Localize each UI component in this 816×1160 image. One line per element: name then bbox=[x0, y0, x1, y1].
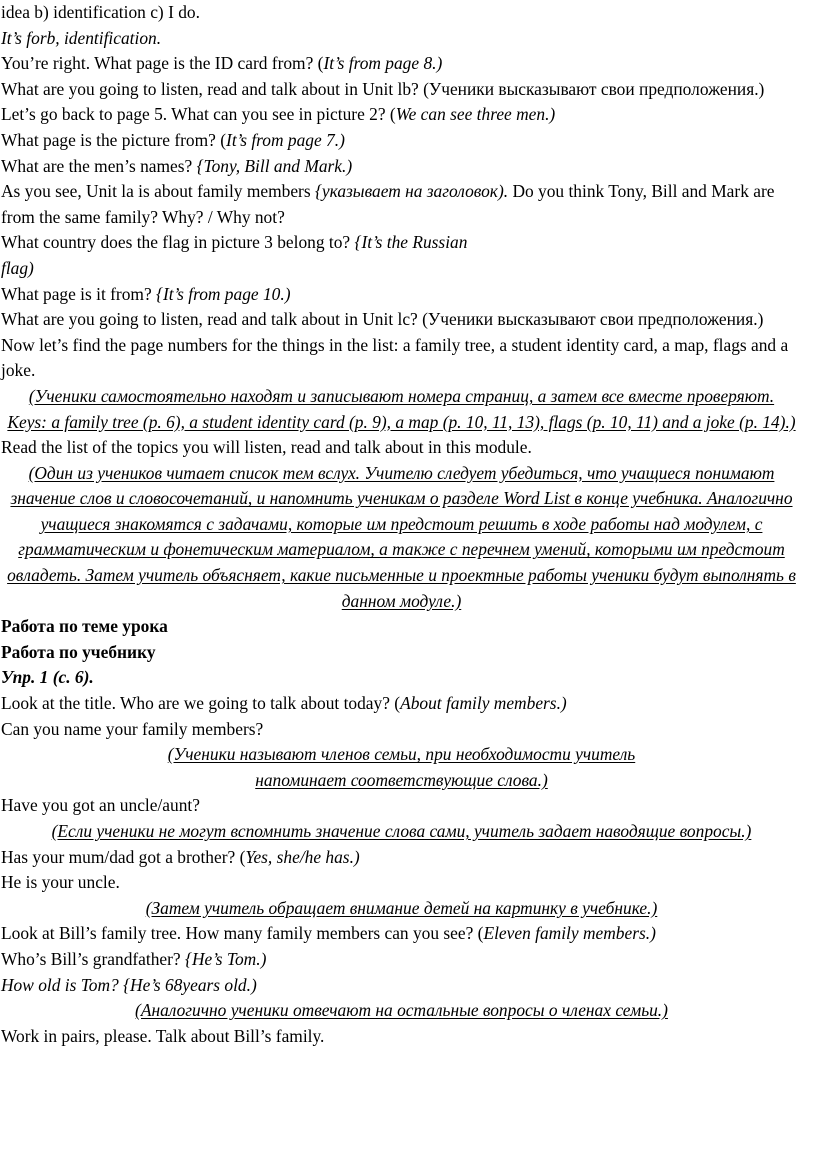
answer: We can see three men.) bbox=[395, 104, 556, 125]
text-line: How old is Tom? {He’s 68years old.) bbox=[1, 974, 257, 995]
answer: It’s from page 7.) bbox=[226, 129, 345, 150]
teacher-note: (Один из учеников читает список тем вслух. Учителю следует убедиться, что учащиеся понимают значение слов и словосочетаний, и напомнить ученикам о разделе Word List в конце учебника. Аналогично учащиеся знакомятся с задачами, которые им предстоит решить в ходе работы над модулем, с грамматическим и фонетическим материалом, а также с перечнем умений, которыми им предстоит овладеть. Затем учитель объясняет, какие письменные и проектные работы ученики будут выполнять в данном модуле.) bbox=[7, 462, 796, 611]
answer: {Tony, Bill and Mark.) bbox=[196, 155, 353, 176]
teacher-note: (Затем учитель обращает внимание детей на картинку в учебнике.) bbox=[145, 897, 658, 918]
text-line: Now let’s find the page numbers for the things in the list: a family tree, a student identity card, a map, flags and a joke. bbox=[1, 334, 789, 381]
question: What page is the picture from? ( bbox=[1, 129, 227, 150]
text-line bbox=[1, 282, 802, 308]
exercise-heading: Упр. 1 (с. 6). bbox=[1, 667, 94, 688]
text-line: idea b) identification c) I do. bbox=[1, 2, 200, 22]
text-line bbox=[1, 230, 802, 256]
text-line: What are you going to listen, read and talk about in Unit lb? (Ученики высказывают свои предположения.) bbox=[1, 78, 765, 99]
answer-keys: Keys: a family tree (p. 6), a student identity card (p. 9), a map (p. 10, 11, 13), flags (p. 10, 11) and a joke (p. 14).) bbox=[7, 411, 796, 432]
answer: {It’s the Russian bbox=[354, 232, 468, 253]
teacher-note: (Ученики называют членов семьи, при необходимости учитель bbox=[167, 744, 636, 765]
text-line bbox=[1, 102, 802, 128]
question: Has your mum/dad got a brother? ( bbox=[1, 846, 246, 867]
question: Look at the title. Who are we going to talk about today? ( bbox=[1, 693, 401, 714]
question: Look at Bill’s family tree. How many family members can you see? ( bbox=[1, 923, 484, 944]
text-line: Have you got an uncle/aunt? bbox=[1, 795, 200, 816]
answer: About family members.) bbox=[400, 693, 567, 714]
teacher-note: напоминает соответствующие слова.) bbox=[255, 769, 548, 790]
teacher-note: (Если ученики не могут вспомнить значение слова сами, учитель задает наводящие вопросы.) bbox=[51, 821, 752, 841]
text-line bbox=[1, 179, 802, 230]
text-line: He is your uncle. bbox=[1, 872, 120, 893]
text-line bbox=[1, 51, 802, 77]
answer: Eleven family members.) bbox=[483, 923, 656, 944]
question: What page is it from? bbox=[1, 283, 157, 304]
text-line: It’s forb, identification. bbox=[1, 27, 162, 48]
section-heading: Работа по учебнику bbox=[1, 641, 156, 662]
text-line: Work in pairs, please. Talk about Bill’s family. bbox=[1, 1025, 325, 1046]
question: What country does the flag in picture 3 belong to? bbox=[1, 232, 355, 253]
answer: {It’s from page 10.) bbox=[156, 283, 291, 304]
question: Do you think Tony, Bill and Mark are from the same family? Why? / Why not? bbox=[1, 181, 775, 227]
answer: It’s from page 8.) bbox=[323, 53, 443, 74]
question: You’re right. What page is the ID card from? ( bbox=[1, 53, 324, 74]
question: Let’s go back to page 5. What can you see in picture 2? ( bbox=[1, 104, 396, 125]
text-line: Read the list of the topics you will listen, read and talk about in this module. bbox=[1, 437, 532, 458]
text-line bbox=[1, 921, 802, 947]
teacher-note: (Аналогично ученики отвечают на остальные вопросы о членах семьи.) bbox=[135, 1000, 668, 1021]
remark: {указывает на заголовок). bbox=[314, 181, 509, 202]
text-line bbox=[1, 947, 802, 973]
text-line: Can you name your family members? bbox=[1, 718, 264, 739]
text-line bbox=[1, 845, 802, 871]
question: What are the men’s names? bbox=[1, 155, 197, 176]
question: As you see, Unit la is about family members bbox=[1, 181, 315, 202]
answer: Yes, she/he has.) bbox=[245, 846, 360, 867]
text-line: What are you going to listen, read and talk about in Unit lc? (Ученики высказывают свои предположения.) bbox=[1, 309, 764, 330]
answer: {He’s Tom.) bbox=[185, 948, 267, 969]
question: Who’s Bill’s grandfather? bbox=[1, 948, 186, 969]
text-line bbox=[1, 691, 802, 717]
section-heading: Работа по теме урока bbox=[1, 616, 168, 637]
text-line: flag) bbox=[1, 257, 34, 278]
teacher-note: (Ученики самостоятельно находят и записывают номера страниц, а затем все вместе проверяют. bbox=[28, 385, 775, 406]
text-line bbox=[1, 154, 802, 180]
text-line bbox=[1, 128, 802, 154]
